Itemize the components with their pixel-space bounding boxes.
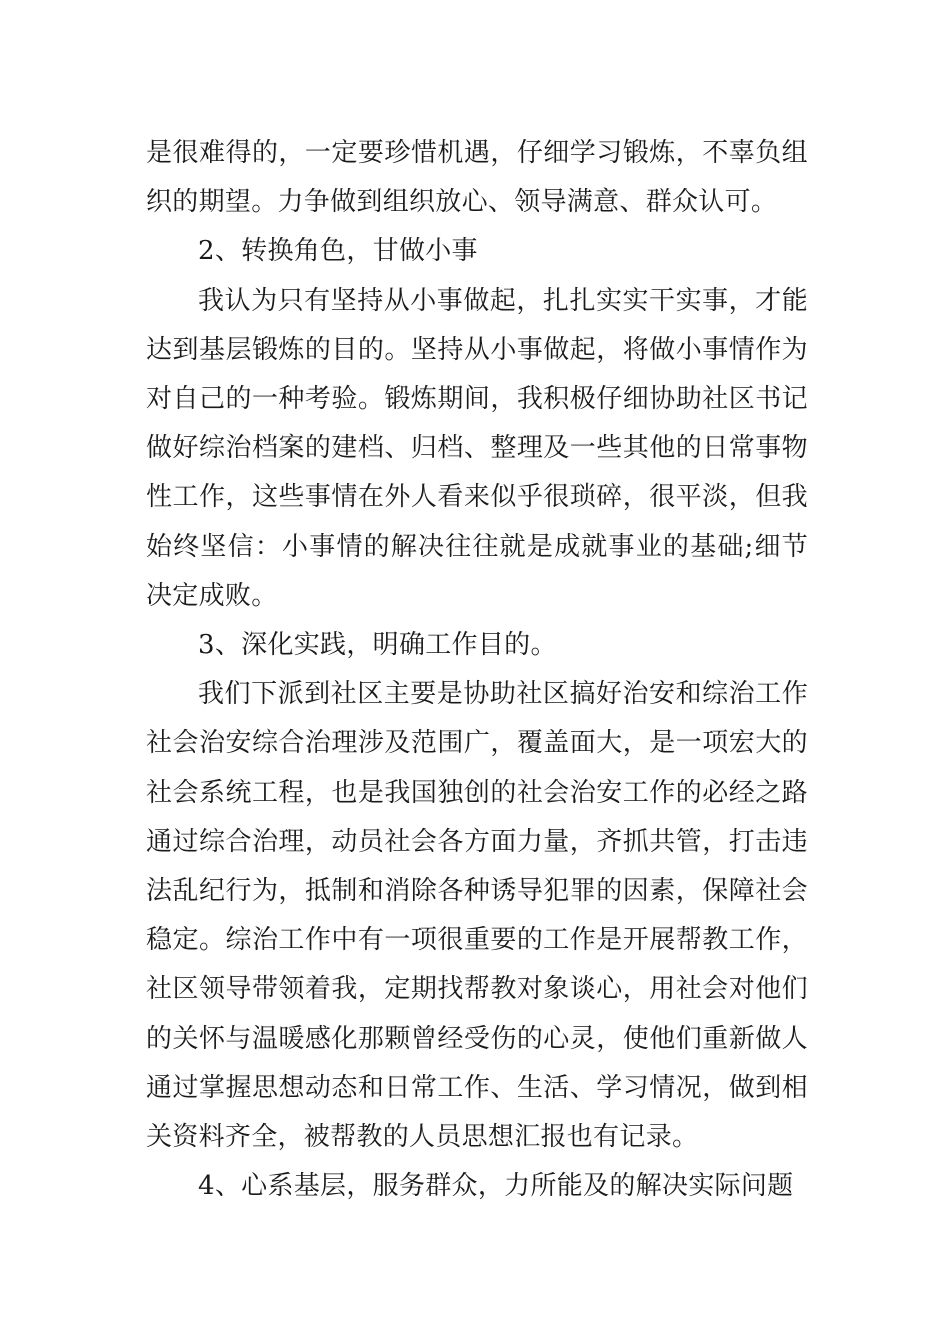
paragraph: 我们下派到社区主要是协助社区搞好治安和综治工作社会治安综合治理涉及范围广，覆盖面大，是一项宏大的社会系统工程，也是我国独创的社会治安工作的必经之路通过综合治理，动员社会各方面力量，齐抓共管，打击违法乱纪行为，抵制和消除各种诱导犯罪的因素，保障社会稳定。综治工作中有一项很重要的工作是开展帮教工作，社区领导带领着我，定期找帮教对象谈心，用社会对他们的关怀与温暖感化那颗曾经受伤的心灵，使他们重新做人通过掌握思想动态和日常工作、生活、学习情况，做到相关资料齐全，被帮教的人员思想汇报也有记录。 [146,679,808,1153]
paragraph-continuation: 是很难得的，一定要珍惜机遇，仔细学习锻炼，不辜负组织的期望。力争做到组织放心、领导满意、群众认可。 [146,138,808,218]
section-heading-2: 2、转换角色，甘做小事 [198,236,478,267]
section-heading-4: 4、心系基层，服务群众，力所能及的解决实际问题 [198,1171,794,1202]
paragraph: 我认为只有坚持从小事做起，扎扎实实干实事，才能达到基层锻炼的目的。坚持从小事做起，将做小事情作为对自己的一种考验。锻炼期间，我积极仔细协助社区书记做好综治档案的建档、归档、整理及一些其他的日常事物性工作，这些事情在外人看来似乎很琐碎，很平淡，但我始终坚信：小事情的解决往往就是成就事业的基础;细节决定成败。 [146,285,808,611]
section-heading-3: 3、深化实践，明确工作目的。 [198,630,557,661]
document-body [146,129,808,1211]
